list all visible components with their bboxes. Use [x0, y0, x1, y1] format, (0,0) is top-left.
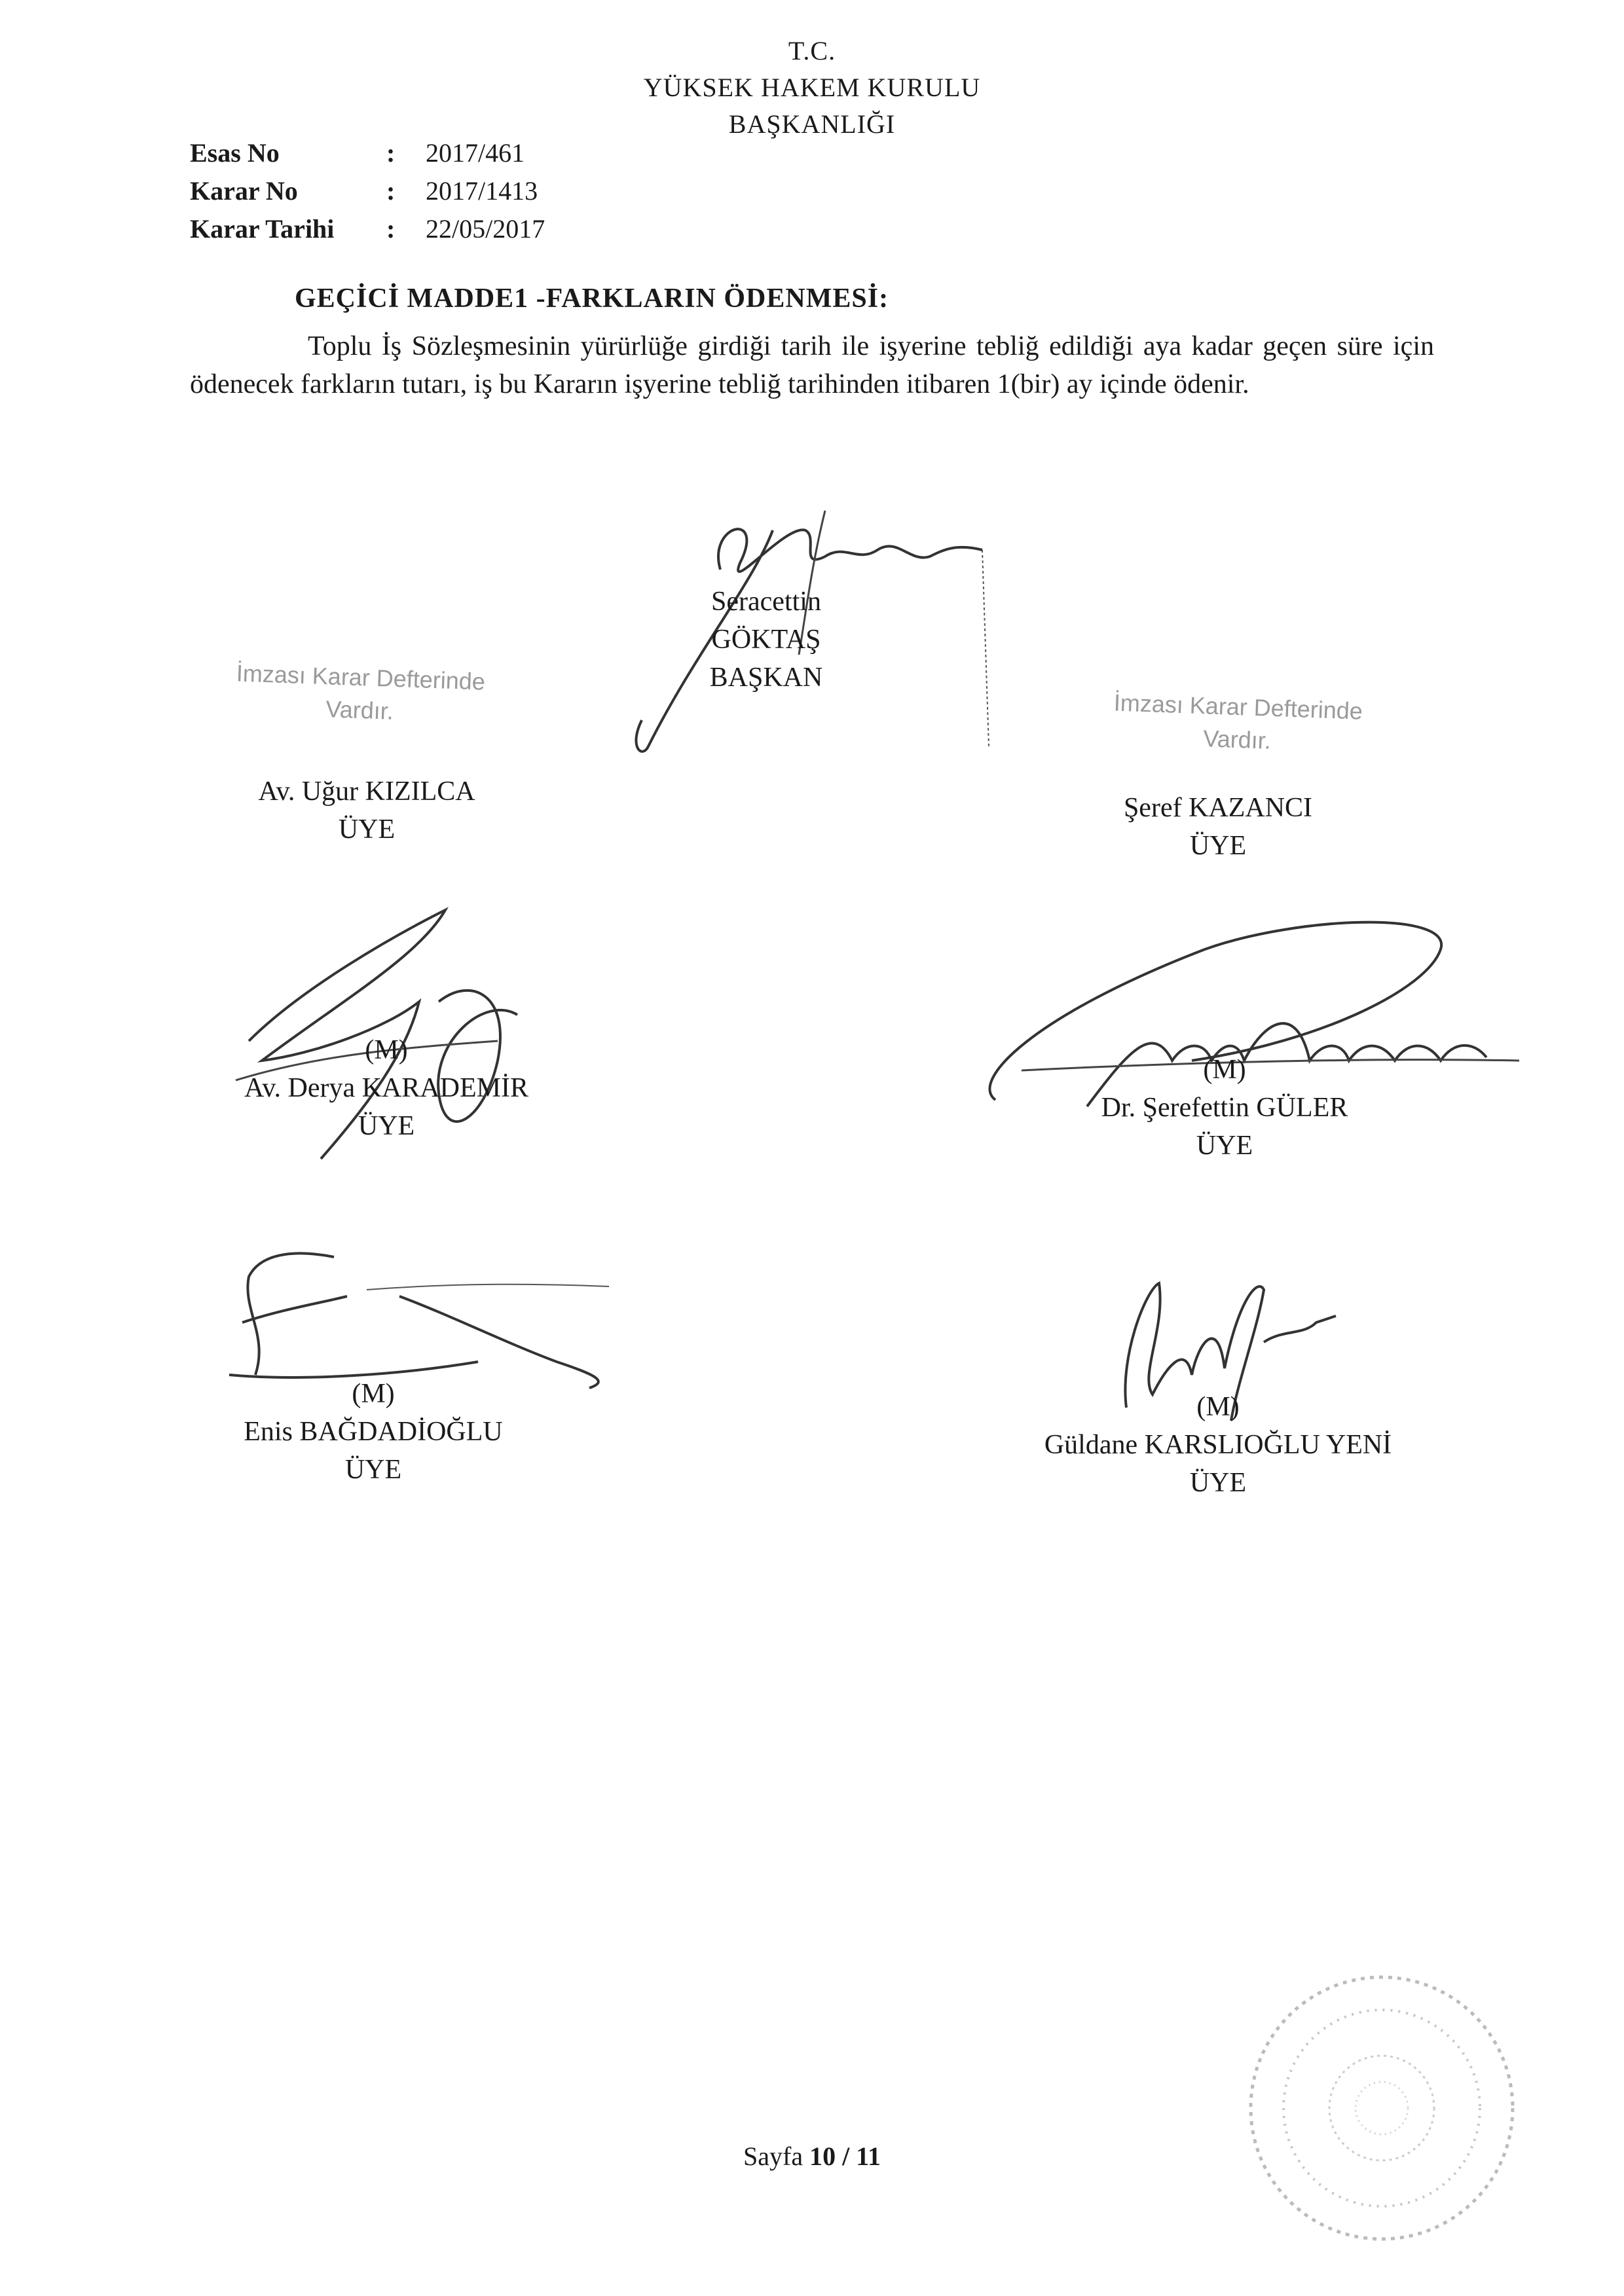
meta-label: Karar No — [190, 176, 298, 206]
meta-value: 22/05/2017 — [426, 214, 545, 244]
president-role: BAŞKAN — [709, 663, 823, 693]
member3-mark: (M) — [365, 1035, 408, 1065]
article-paragraph — [190, 327, 1434, 403]
member1-signature-note — [189, 655, 531, 733]
meta-colon: : — [386, 138, 396, 168]
signature-note-line: Vardır. — [325, 695, 394, 725]
header-line-presidency: BAŞKANLIĞI — [728, 109, 896, 139]
article-text: Toplu İş Sözleşmesinin yürürlüğe girdiği tarih ile işyerine tebliğ edildiği aya kadar geçen süre için ödenecek farkların tutarı, iş bu Kararın işyerine tebliğ tarihinden itibaren 1(bir) ay içinde ödenir. — [190, 331, 1434, 399]
header-line-court: YÜKSEK HAKEM KURULU — [643, 73, 981, 102]
official-seal-stamp — [1231, 1958, 1532, 2259]
signature-note-line: Vardır. — [1202, 725, 1272, 754]
member6-name: Güldane KARSLIOĞLU YENİ — [1044, 1430, 1392, 1460]
president-block — [655, 583, 877, 697]
page-label: Sayfa — [743, 2141, 803, 2171]
member4-name: Dr. Şerefettin GÜLER — [1101, 1093, 1348, 1123]
member4-role: ÜYE — [1196, 1131, 1253, 1161]
meta-colon: : — [386, 214, 396, 244]
meta-label: Karar Tarihi — [190, 214, 335, 244]
member2-block — [1061, 789, 1375, 865]
meta-colon: : — [386, 176, 396, 206]
member1-name: Av. Uğur KIZILCA — [258, 776, 475, 807]
member4-mark: (M) — [1203, 1055, 1246, 1085]
member6-role: ÜYE — [1189, 1468, 1247, 1498]
member2-role: ÜYE — [1189, 831, 1247, 861]
meta-row-esas — [190, 134, 545, 172]
member5-block — [190, 1375, 557, 1489]
signature-note-line: İmzası Karar Defterinde — [1113, 689, 1363, 725]
member6-block — [982, 1388, 1454, 1502]
member5-name: Enis BAĞDADİOĞLU — [244, 1417, 503, 1447]
member3-name: Av. Derya KARADEMİR — [244, 1073, 528, 1103]
member2-name: Şeref KAZANCI — [1123, 793, 1313, 823]
member3-role: ÜYE — [358, 1111, 415, 1141]
article-title: GEÇİCİ MADDE1 -FARKLARIN ÖDENMESİ: — [295, 283, 889, 314]
president-name: Seracettin GÖKTAŞ — [711, 587, 821, 655]
member4-block — [1048, 1051, 1401, 1165]
member5-role: ÜYE — [344, 1455, 402, 1485]
meta-value: 2017/461 — [426, 138, 525, 168]
member3-block — [196, 1031, 576, 1145]
member5-mark: (M) — [352, 1379, 395, 1409]
case-meta — [190, 134, 545, 248]
member1-role: ÜYE — [338, 814, 396, 845]
member1-block — [190, 773, 544, 848]
page-number: 10 / 11 — [809, 2141, 881, 2171]
meta-value: 2017/1413 — [426, 176, 538, 206]
meta-row-karar — [190, 172, 545, 210]
page-footer — [0, 2141, 1624, 2172]
member2-signature-note — [1073, 685, 1402, 761]
institution-header — [0, 33, 1624, 143]
meta-label: Esas No — [190, 138, 280, 168]
meta-row-tarih — [190, 210, 545, 248]
member6-mark: (M) — [1196, 1392, 1240, 1422]
header-line-tc: T.C. — [788, 36, 836, 65]
signature-note-line: İmzası Karar Defterinde — [236, 659, 486, 695]
